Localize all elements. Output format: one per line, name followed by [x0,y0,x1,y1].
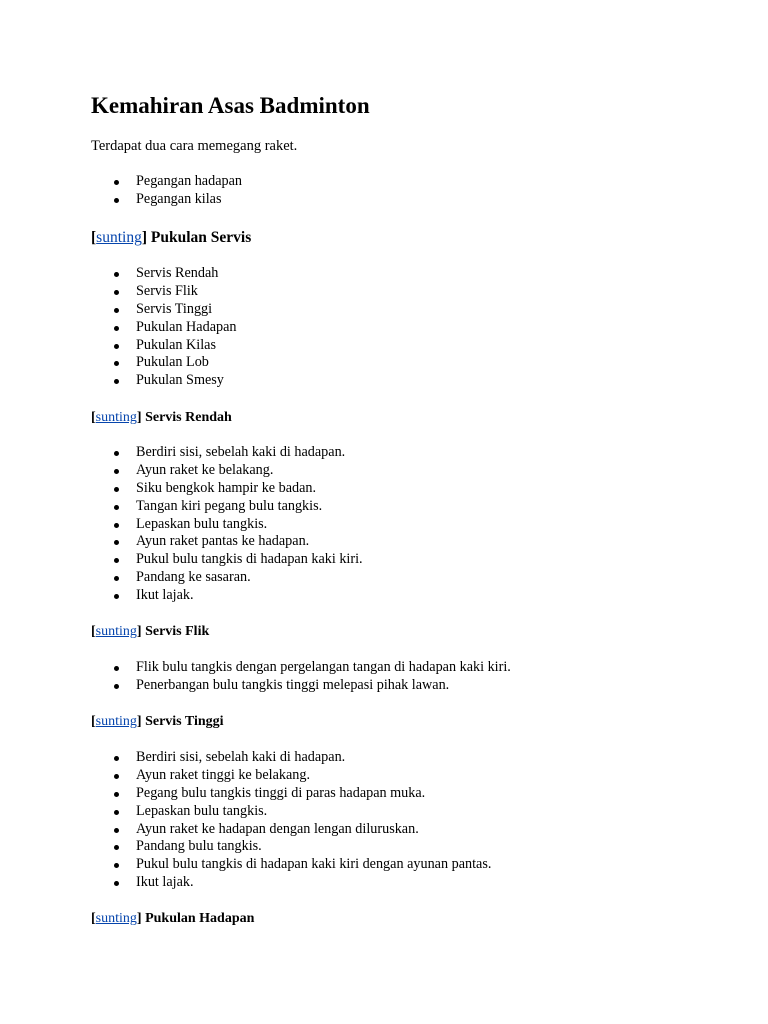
bullet-icon [114,792,119,797]
list-item-text: Servis Tinggi [136,300,213,317]
bullet-icon [114,180,119,185]
page-title: Kemahiran Asas Badminton [91,93,370,118]
list-item [91,874,491,892]
bullet-icon [114,810,119,815]
list-item-text: Pukulan Smesy [136,372,224,389]
list-item [91,803,491,821]
list-item [91,551,363,569]
list-item-text: Siku bengkok hampir ke badan. [136,479,317,496]
list-item-text: Ayun raket ke belakang. [136,461,274,478]
list-item-text: Servis Flik [136,282,198,299]
bullet-icon [114,558,119,563]
list-item [91,480,363,498]
list-item [91,659,511,677]
list-item-text: Flik bulu tangkis dengan pergelangan tangan di hadapan kaki kiri. [136,659,511,675]
intro-text: Terdapat dua cara memegang raket. [91,138,298,154]
edit-link[interactable]: sunting [95,714,137,729]
heading-text: Servis Flik [145,624,210,639]
list-item-text: Pegang bulu tangkis tinggi di paras hadapan muka. [136,784,426,801]
list-item [91,265,236,283]
bullet-icon [114,198,119,203]
bullet-icon [114,361,119,366]
pukulan-servis-list [91,265,236,390]
list-item [91,677,511,695]
list-item-text: Pukul bulu tangkis di hadapan kaki kiri. [136,551,363,568]
list-item [91,838,491,856]
bullet-icon [114,828,119,833]
list-item-text: Pukulan Lob [136,354,209,371]
bullet-icon [114,308,119,313]
list-item [91,319,236,337]
bullet-icon [114,666,119,671]
list-item [91,785,491,803]
list-item-text: Ayun raket pantas ke hadapan. [136,533,310,550]
heading-pukulan-hadapan: [sunting] Pukulan Hadapan [91,911,255,926]
heading-servis-tinggi: [sunting] Servis Tinggi [91,714,224,729]
list-item-text: Ikut lajak. [136,874,194,891]
list-item-text: Penerbangan bulu tangkis tinggi melepasi pihak lawan. [136,676,450,693]
bullet-icon [114,576,119,581]
list-item [91,569,363,587]
list-item-text: Ayun raket tinggi ke belakang. [136,766,311,783]
bullet-icon [114,594,119,599]
edit-link[interactable]: sunting [95,624,137,639]
bullet-icon [114,774,119,779]
list-item [91,191,242,209]
list-item [91,498,363,516]
heading-text: Servis Tinggi [145,714,224,729]
list-item-text: Pukulan Hadapan [136,318,237,335]
heading-servis-flik: [sunting] Servis Flik [91,624,210,639]
list-item [91,821,491,839]
list-item [91,301,236,319]
bullet-icon [114,344,119,349]
list-item-text: Pegangan hadapan [136,173,242,189]
list-item [91,444,363,462]
heading-text: Servis Rendah [145,410,232,425]
list-item-text: Berdiri sisi, sebelah kaki di hadapan. [136,444,346,460]
bullet-icon [114,523,119,528]
heading-pukulan-servis: [sunting] Pukulan Servis [91,229,252,246]
list-item [91,372,236,390]
list-item-text: Pukulan Kilas [136,336,216,353]
heading-servis-rendah: [sunting] Servis Rendah [91,410,232,425]
bullet-icon [114,487,119,492]
list-item-text: Ikut lajak. [136,587,194,604]
list-item [91,462,363,480]
servis-flik-list [91,659,511,695]
list-item [91,533,363,551]
list-item-text: Pegangan kilas [136,190,222,207]
list-item-text: Lepaskan bulu tangkis. [136,515,268,532]
heading-text: Pukulan Servis [150,229,252,246]
list-item [91,856,491,874]
bullet-icon [114,505,119,510]
list-item-text: Pandang bulu tangkis. [136,838,262,855]
list-item-text: Tangan kiri pegang bulu tangkis. [136,497,323,514]
bullet-icon [114,469,119,474]
servis-tinggi-list [91,749,491,892]
list-item-text: Ayun raket ke hadapan dengan lengan diluruskan. [136,820,419,837]
bullet-icon [114,272,119,277]
servis-rendah-list [91,444,363,605]
bullet-icon [114,845,119,850]
bullet-icon [114,756,119,761]
bullet-icon [114,684,119,689]
list-item [91,173,242,191]
edit-link[interactable]: sunting [96,229,142,246]
bullet-icon [114,881,119,886]
list-item-text: Servis Rendah [136,265,219,281]
list-item [91,767,491,785]
bullet-icon [114,863,119,868]
heading-text: Pukulan Hadapan [145,911,255,926]
bullet-icon [114,379,119,384]
list-item [91,516,363,534]
bullet-icon [114,326,119,331]
list-item-text: Lepaskan bulu tangkis. [136,802,268,819]
list-item [91,749,491,767]
list-item-text: Berdiri sisi, sebelah kaki di hadapan. [136,749,346,765]
bullet-icon [114,540,119,545]
list-item [91,354,236,372]
edit-link[interactable]: sunting [95,410,137,425]
bullet-icon [114,451,119,456]
list-item [91,283,236,301]
list-item [91,587,363,605]
list-item [91,337,236,355]
list-item-text: Pukul bulu tangkis di hadapan kaki kiri dengan ayunan pantas. [136,856,492,873]
grip-list [91,173,242,209]
bullet-icon [114,290,119,295]
list-item-text: Pandang ke sasaran. [136,569,251,586]
edit-link[interactable]: sunting [95,911,137,926]
